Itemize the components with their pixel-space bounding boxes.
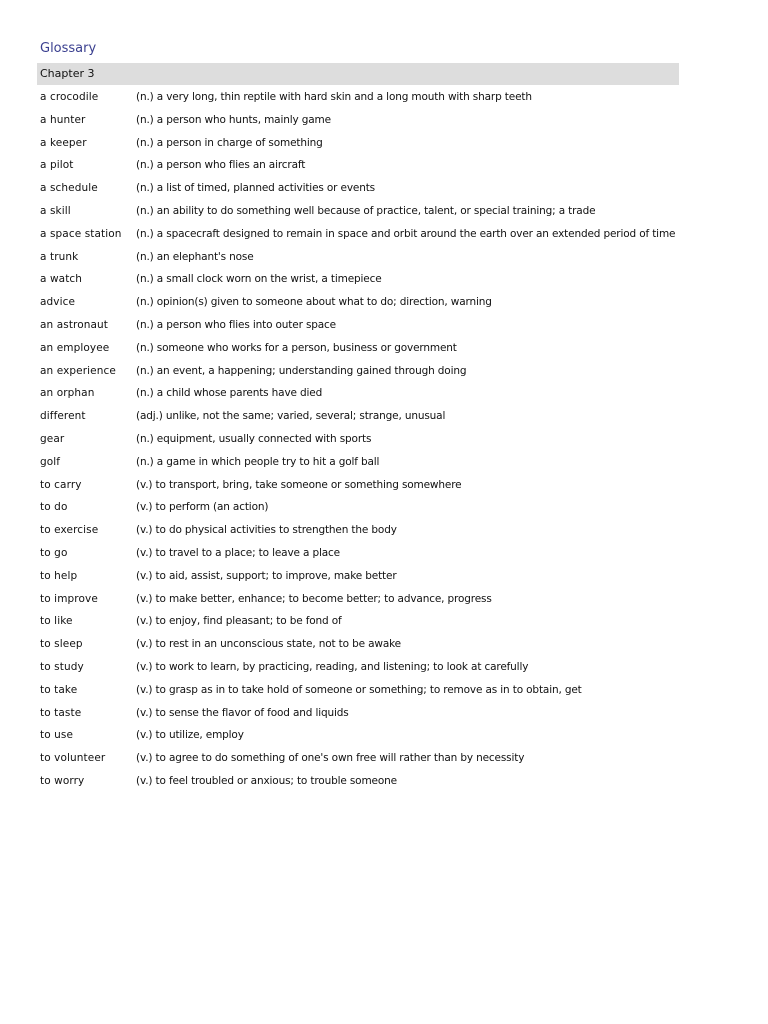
glossary-term: an astronaut xyxy=(40,318,109,331)
glossary-definition: (adj.) unlike, not the same; varied, several; strange, unusual xyxy=(136,410,446,423)
glossary-definition: (n.) an event, a happening; understanding gained through doing xyxy=(136,364,467,377)
glossary-term: a crocodile xyxy=(40,91,99,103)
glossary-entry xyxy=(40,249,680,265)
glossary-term: a space station xyxy=(40,227,122,240)
glossary-term: a schedule xyxy=(40,182,98,195)
glossary-term: to go xyxy=(40,546,68,559)
glossary-definition: (n.) a game in which people try to hit a golf ball xyxy=(136,455,380,468)
glossary-term: a hunter xyxy=(40,113,86,126)
glossary-entry xyxy=(40,750,680,766)
glossary-definition: (v.) to perform (an action) xyxy=(136,501,269,514)
glossary-definition: (n.) a very long, thin reptile with hard skin and a long mouth with sharp teeth xyxy=(136,91,532,103)
glossary-entry xyxy=(40,180,680,196)
glossary-term: to worry xyxy=(40,774,85,787)
glossary-definition: (v.) to travel to a place; to leave a place xyxy=(136,546,340,559)
glossary-term: to study xyxy=(40,660,84,673)
glossary-term: to volunteer xyxy=(40,752,106,765)
glossary-term: an employee xyxy=(40,341,110,354)
chapter-label: Chapter 3 xyxy=(40,67,95,80)
glossary-entry xyxy=(40,477,680,493)
glossary-term: a keeper xyxy=(40,136,87,149)
glossary-term: different xyxy=(40,410,86,423)
glossary-definition: (v.) to make better, enhance; to become better; to advance, progress xyxy=(136,592,492,605)
glossary-term: to help xyxy=(40,569,78,582)
glossary-definition: (n.) a small clock worn on the wrist, a timepiece xyxy=(136,273,382,286)
glossary-entry xyxy=(40,613,680,629)
glossary-entry xyxy=(40,431,680,447)
chapter-header xyxy=(37,63,679,85)
glossary-entry xyxy=(40,294,680,310)
glossary-term: a trunk xyxy=(40,250,79,263)
glossary-entry xyxy=(40,271,680,287)
glossary-definition: (v.) to transport, bring, take someone or something somewhere xyxy=(136,478,462,491)
glossary-term: gear xyxy=(40,432,65,445)
glossary-definition: (v.) to sense the flavor of food and liquids xyxy=(136,706,349,719)
glossary-entry xyxy=(40,682,680,698)
glossary-entry xyxy=(40,226,680,242)
glossary-definition: (n.) an elephant's nose xyxy=(136,250,254,263)
glossary-definition: (v.) to aid, assist, support; to improve, make better xyxy=(136,569,397,582)
glossary-definition: (v.) to agree to do something of one's own free will rather than by necessity xyxy=(136,752,525,765)
glossary-term: an orphan xyxy=(40,387,95,400)
glossary-definition: (n.) a person in charge of something xyxy=(136,136,323,149)
glossary-list xyxy=(40,89,680,796)
glossary-term: to carry xyxy=(40,478,82,491)
glossary-term: to exercise xyxy=(40,524,99,537)
glossary-entry xyxy=(40,522,680,538)
glossary-entry xyxy=(40,135,680,151)
glossary-term: to use xyxy=(40,729,74,742)
glossary-entry xyxy=(40,157,680,173)
glossary-entry xyxy=(40,568,680,584)
glossary-term: advice xyxy=(40,296,76,309)
glossary-entry xyxy=(40,773,680,789)
glossary-definition: (n.) a person who flies into outer space xyxy=(136,318,336,331)
glossary-definition: (v.) to rest in an unconscious state, not to be awake xyxy=(136,638,401,651)
glossary-definition: (n.) a child whose parents have died xyxy=(136,387,323,400)
glossary-definition: (n.) someone who works for a person, business or government xyxy=(136,341,457,354)
glossary-entry xyxy=(40,591,680,607)
glossary-entry xyxy=(40,499,680,515)
glossary-term: to like xyxy=(40,615,73,628)
glossary-entry xyxy=(40,636,680,652)
glossary-entry xyxy=(40,659,680,675)
glossary-term: to taste xyxy=(40,706,82,719)
glossary-entry xyxy=(40,408,680,424)
glossary-entry xyxy=(40,112,680,128)
glossary-entry xyxy=(40,454,680,470)
glossary-entry xyxy=(40,727,680,743)
glossary-entry xyxy=(40,705,680,721)
glossary-entry xyxy=(40,89,680,105)
glossary-term: to sleep xyxy=(40,638,83,651)
glossary-entry xyxy=(40,363,680,379)
glossary-definition: (v.) to do physical activities to strengthen the body xyxy=(136,524,397,537)
glossary-entry xyxy=(40,317,680,333)
glossary-entry xyxy=(40,340,680,356)
glossary-definition: (n.) opinion(s) given to someone about what to do; direction, warning xyxy=(136,296,492,309)
glossary-definition: (v.) to utilize, employ xyxy=(136,729,244,742)
glossary-term: golf xyxy=(40,455,61,468)
glossary-entry xyxy=(40,545,680,561)
glossary-term: to do xyxy=(40,501,68,514)
glossary-definition: (v.) to work to learn, by practicing, reading, and listening; to look at carefully xyxy=(136,660,529,673)
glossary-term: to take xyxy=(40,683,78,696)
glossary-term: a skill xyxy=(40,204,71,217)
glossary-definition: (n.) a spacecraft designed to remain in space and orbit around the earth over an extended period of time xyxy=(136,227,676,240)
page-title: Glossary xyxy=(40,41,97,56)
glossary-definition: (n.) a list of timed, planned activities or events xyxy=(136,182,375,195)
glossary-definition: (n.) equipment, usually connected with sports xyxy=(136,432,372,445)
glossary-term: a watch xyxy=(40,273,83,286)
glossary-term: an experience xyxy=(40,364,116,377)
glossary-definition: (n.) an ability to do something well because of practice, talent, or special training; a trade xyxy=(136,204,596,217)
glossary-term: to improve xyxy=(40,592,98,605)
glossary-definition: (v.) to feel troubled or anxious; to trouble someone xyxy=(136,774,397,787)
glossary-definition: (n.) a person who flies an aircraft xyxy=(136,159,306,172)
glossary-entry xyxy=(40,203,680,219)
glossary-term: a pilot xyxy=(40,159,74,172)
glossary-definition: (v.) to grasp as in to take hold of someone or something; to remove as in to obtain, get xyxy=(136,683,582,696)
glossary-definition: (v.) to enjoy, find pleasant; to be fond of xyxy=(136,615,342,628)
glossary-entry xyxy=(40,385,680,401)
glossary-definition: (n.) a person who hunts, mainly game xyxy=(136,113,331,126)
